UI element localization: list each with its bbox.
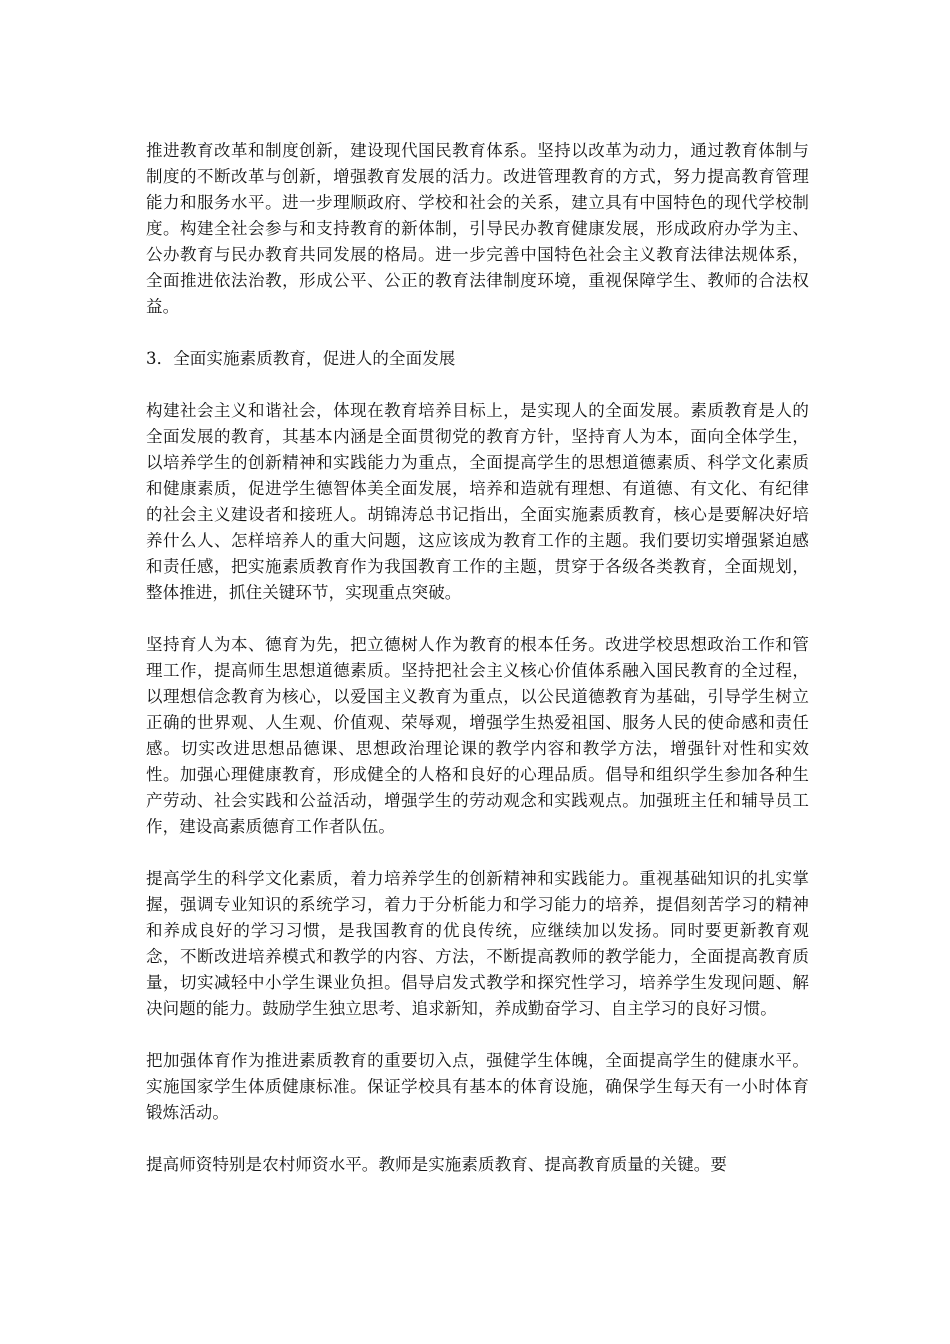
paragraph-moral-education: 坚持育人为本、德育为先，把立德树人作为教育的根本任务。改进学校思想政治工作和管理工作，提高师生思想道德素质。坚持把社会主义核心价值体系融入国民教育的全过程，以理想信念教育为核心，以爱国主义教育为重点，以公民道德教育为基础，引导学生树立正确的世界观、人生观、价值观、荣辱观，增强学生热爱祖国、服务人民的使命感和责任感。切实改进思想品德课、思想政治理论课的教学内容和教学方法，增强针对性和实效性。加强心理健康教育，形成健全的人格和良好的心理品质。倡导和组织学生参加各种生产劳动、社会实践和公益活动，增强学生的劳动观念和实践观点。加强班主任和辅导员工作，建设高素质德育工作者队伍。 — [146, 635, 809, 836]
paragraph-education-reform: 推进教育改革和制度创新，建设现代国民教育体系。坚持以改革为动力，通过教育体制与制度的不断改革与创新，增强教育发展的活力。改进管理教育的方式，努力提高教育管理能力和服务水平。进一步理顺政府、学校和社会的关系，建立具有中国特色的现代学校制度。构建全社会参与和支持教育的新体制，引导民办教育健康发展，形成政府办学为主、公办教育与民办教育共同发展的格局。进一步完善中国特色社会主义教育法律法规体系，全面推进依法治教，形成公平、公正的教育法律制度环境，重视保障学生、教师的合法权益。 — [146, 141, 809, 316]
document-body — [146, 138, 809, 1178]
paragraph-teacher-quality: 提高师资特别是农村师资水平。教师是实施素质教育、提高教育质量的关键。要 — [146, 1155, 727, 1174]
section-heading: 3．全面实施素质教育，促进人的全面发展 — [146, 349, 456, 368]
paragraph-science-culture: 提高学生的科学文化素质，着力培养学生的创新精神和实践能力。重视基础知识的扎实掌握，强调专业知识的系统学习，着力于分析能力和学习能力的培养，提倡刻苦学习的精神和养成良好的学习习惯，是我国教育的优良传统，应继续加以发扬。同时要更新教育观念，不断改进培养模式和教学的内容、方法，不断提高教师的教学能力，全面提高教育质量，切实减轻中小学生课业负担。倡导启发式教学和探究性学习，培养学生发现问题、解决问题的能力。鼓励学生独立思考、追求新知，养成勤奋学习、自主学习的良好习惯。 — [146, 869, 809, 1018]
paragraph-quality-education: 构建社会主义和谐社会，体现在教育培养目标上，是实现人的全面发展。素质教育是人的全面发展的教育，其基本内涵是全面贯彻党的教育方针，坚持育人为本，面向全体学生，以培养学生的创新精神和实践能力为重点，全面提高学生的思想道德素质、科学文化素质和健康素质，促进学生德智体美全面发展，培养和造就有理想、有道德、有文化、有纪律的社会主义建设者和接班人。胡锦涛总书记指出，全面实施素质教育，核心是要解决好培养什么人、怎样培养人的重大问题，这应该成为教育工作的主题。我们要切实增强紧迫感和责任感，把实施素质教育作为我国教育工作的主题，贯穿于各级各类教育，全面规划，整体推进，抓住关键环节，实现重点突破。 — [146, 401, 809, 602]
paragraph-physical-education: 把加强体育作为推进素质教育的重要切入点，强健学生体魄，全面提高学生的健康水平。实施国家学生体质健康标准。保证学校具有基本的体育设施，确保学生每天有一小时体育锻炼活动。 — [146, 1051, 809, 1122]
